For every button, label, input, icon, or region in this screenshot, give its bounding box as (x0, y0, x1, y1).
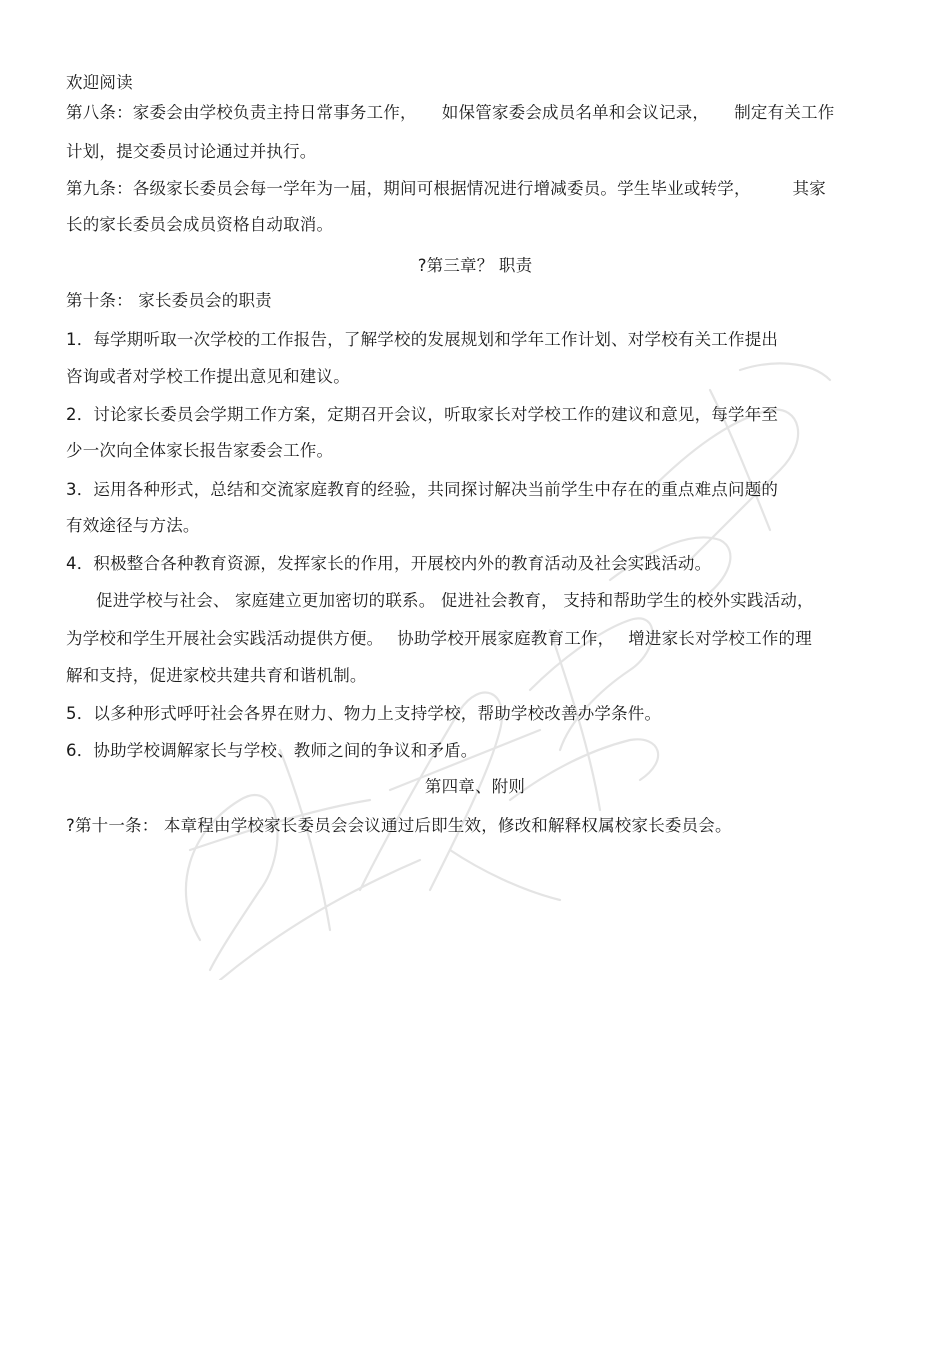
article-8-line-1: 第八条：家委会由学校负责主持日常事务工作， 如保管家委会成员名单和会议记录， 制定有关工作 (66, 103, 835, 122)
duty-item-6: 6．协助学校调解家长与学校、教师之间的争议和矛盾。 (66, 741, 478, 760)
duty-item-3-line-2: 有效途径与方法。 (66, 516, 200, 535)
article-9-line-2: 长的家长委员会成员资格自动取消。 (66, 215, 334, 234)
chapter-4-title: 第四章、附则 (424, 777, 526, 796)
chapter-3-title: ?第三章？ 职责 (417, 256, 533, 275)
duty-item-1-line-1: 1．每学期听取一次学校的工作报告，了解学校的发展规划和学年工作计划、对学校有关工作提出 (66, 330, 779, 349)
article-8-line-2: 计划，提交委员讨论通过并执行。 (66, 142, 317, 161)
welcome-text: 欢迎阅读 (66, 73, 133, 92)
duty-item-4: 4．积极整合各种教育资源，发挥家长的作用，开展校内外的教育活动及社会实践活动。 (66, 554, 712, 573)
duty-item-5: 5．以多种形式呼吁社会各界在财力、物力上支持学校，帮助学校改善办学条件。 (66, 704, 662, 723)
article-11: ?第十一条： 本章程由学校家长委员会会议通过后即生效，修改和解释权属校家长委员会。 (66, 816, 732, 835)
duty-paragraph-line-1: 促进学校与社会、 家庭建立更加密切的联系。 促进社会教育， 支持和帮助学生的校外实践活动， (96, 591, 814, 610)
duty-item-2-line-2: 少一次向全体家长报告家委会工作。 (66, 441, 334, 460)
duty-item-1-line-2: 咨询或者对学校工作提出意见和建议。 (66, 367, 350, 386)
duty-paragraph-line-3: 解和支持，促进家校共建共育和谐机制。 (66, 666, 367, 685)
watermark-calligraphy (130, 330, 850, 980)
duty-item-3-line-1: 3．运用各种形式，总结和交流家庭教育的经验，共同探讨解决当前学生中存在的重点难点问题的 (66, 480, 779, 499)
article-10-title: 第十条： 家长委员会的职责 (66, 291, 272, 310)
duty-paragraph-line-2: 为学校和学生开展社会实践活动提供方便。 协助学校开展家庭教育工作， 增进家长对学校工作的理 (66, 629, 812, 648)
article-9-line-1: 第九条：各级家长委员会每一学年为一届，期间可根据情况进行增减委员。学生毕业或转学， 其家 (66, 179, 826, 198)
duty-item-2-line-1: 2．讨论家长委员会学期工作方案，定期召开会议，听取家长对学校工作的建议和意见，每学年至 (66, 405, 779, 424)
